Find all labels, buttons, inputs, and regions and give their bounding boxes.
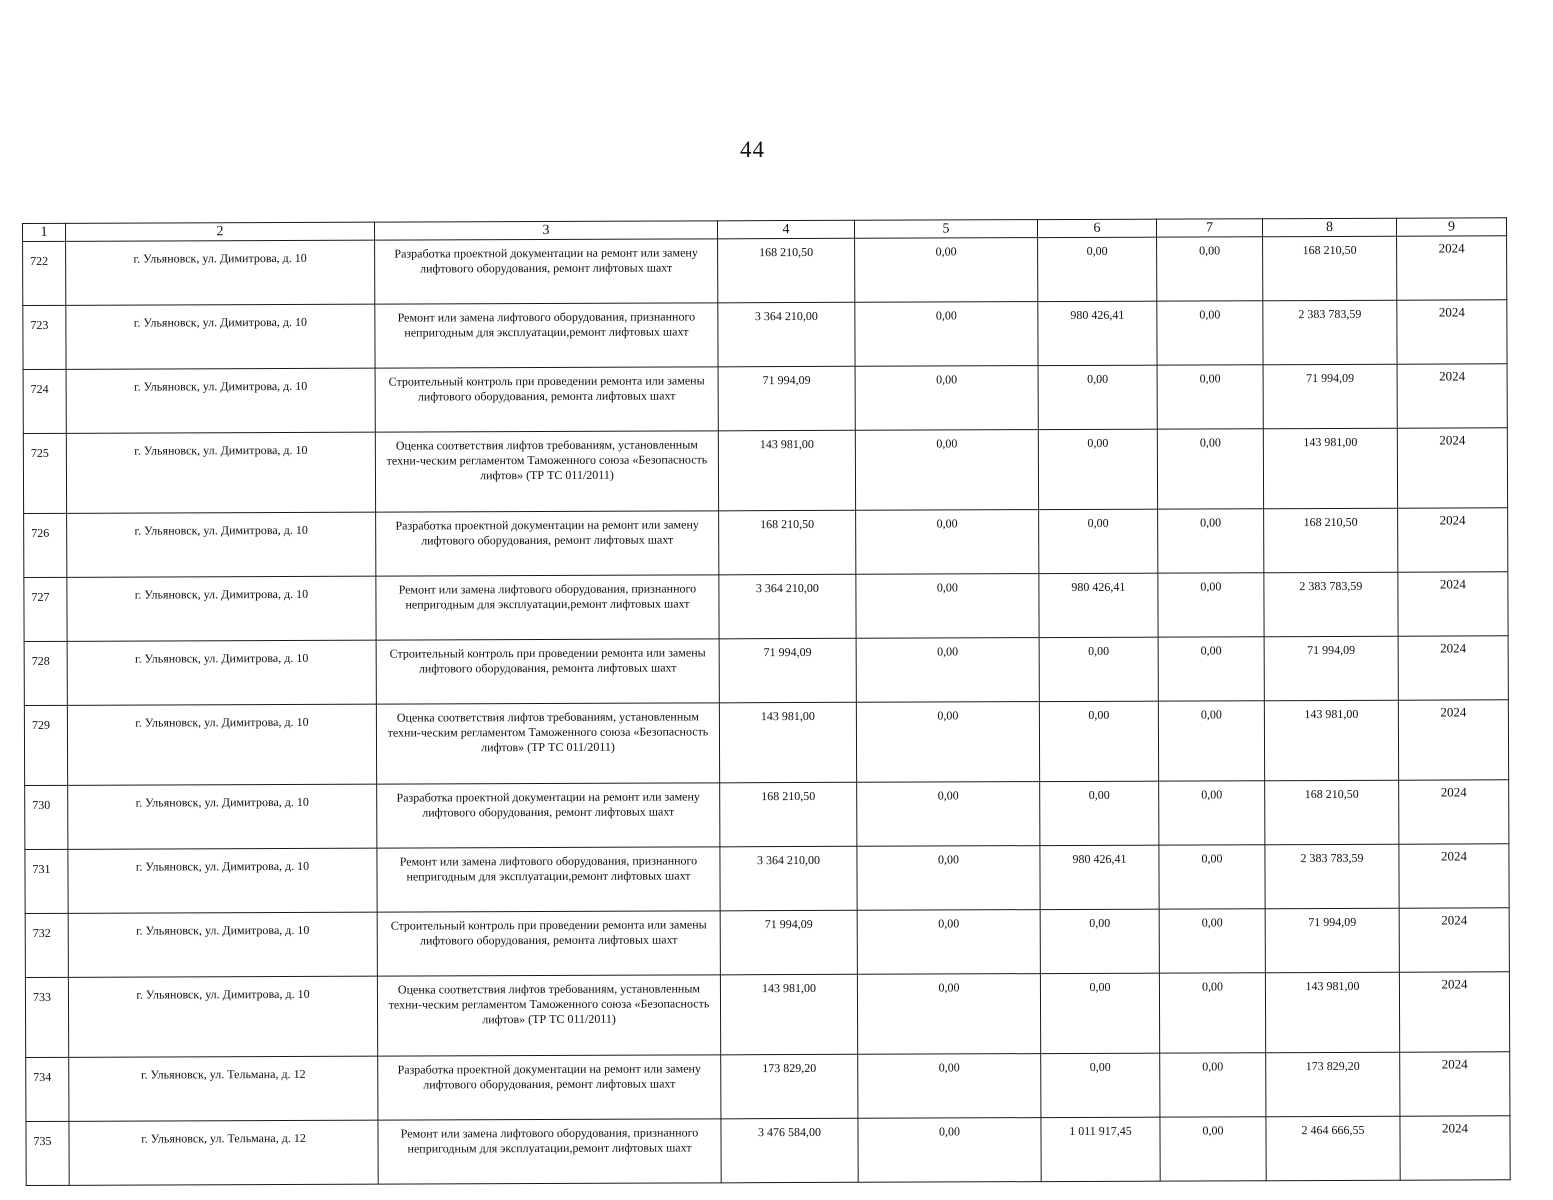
row-col8-value: 143 981,00 xyxy=(1263,428,1397,509)
row-address: г. Ульяновск, ул. Димитрова, д. 10 xyxy=(68,976,377,1057)
row-col6-value: 1 011 917,45 xyxy=(1041,1117,1160,1181)
row-address: г. Ульяновск, ул. Димитрова, д. 10 xyxy=(66,304,375,369)
row-col8-value: 2 383 783,59 xyxy=(1265,844,1399,909)
row-col7-value: 0,00 xyxy=(1157,237,1263,301)
row-number: 725 xyxy=(23,433,66,513)
row-col6-value: 980 426,41 xyxy=(1039,573,1158,637)
row-col5-value: 0,00 xyxy=(856,638,1039,703)
row-year: 2024 xyxy=(1400,1116,1510,1180)
row-year: 2024 xyxy=(1398,572,1508,636)
row-total-cost: 143 981,00 xyxy=(720,974,857,1055)
row-year: 2024 xyxy=(1399,972,1509,1052)
row-total-cost: 71 994,09 xyxy=(719,638,856,703)
row-col7-value: 0,00 xyxy=(1159,781,1265,845)
table-row xyxy=(24,572,1508,642)
row-col5-value: 0,00 xyxy=(858,1118,1041,1183)
column-header-8: 8 xyxy=(1262,218,1396,237)
column-header-4: 4 xyxy=(717,220,854,239)
row-col7-value: 0,00 xyxy=(1158,701,1264,781)
row-year: 2024 xyxy=(1397,428,1507,508)
row-col5-value: 0,00 xyxy=(856,510,1039,575)
row-address: г. Ульяновск, ул. Димитрова, д. 10 xyxy=(67,576,376,641)
row-address: г. Ульяновск, ул. Димитрова, д. 10 xyxy=(67,512,376,577)
row-col7-value: 0,00 xyxy=(1158,509,1264,573)
table-row xyxy=(25,908,1509,978)
row-total-cost: 71 994,09 xyxy=(720,910,857,975)
row-col5-value: 0,00 xyxy=(856,702,1039,783)
row-col8-value: 2 464 666,55 xyxy=(1266,1116,1400,1181)
row-year: 2024 xyxy=(1397,236,1507,300)
row-total-cost: 143 981,00 xyxy=(719,702,856,783)
row-total-cost: 168 210,50 xyxy=(720,782,857,847)
row-number: 731 xyxy=(25,849,68,913)
row-number: 727 xyxy=(24,577,67,641)
row-work-type: Строительный контроль при проведении ремонта или замены лифтового оборудования, ремонта лифтовых шахт xyxy=(375,367,718,432)
row-total-cost: 71 994,09 xyxy=(718,366,855,431)
row-col8-value: 71 994,09 xyxy=(1264,636,1398,701)
row-address: г. Ульяновск, ул. Димитрова, д. 10 xyxy=(66,240,375,305)
column-header-9: 9 xyxy=(1396,218,1506,236)
row-col6-value: 0,00 xyxy=(1038,365,1157,429)
row-col7-value: 0,00 xyxy=(1158,573,1264,637)
row-work-type: Оценка соответствия лифтов требованиям, установленным техни-ческим регламентом Таможенного союза «Безопасность лифтов» (ТР ТС 011/2011) xyxy=(376,703,719,784)
row-col5-value: 0,00 xyxy=(858,1054,1041,1119)
page-number: 44 xyxy=(740,137,765,162)
row-col7-value: 0,00 xyxy=(1157,301,1263,365)
row-work-type: Оценка соответствия лифтов требованиям, установленным техни-ческим регламентом Таможенного союза «Безопасность лифтов» (ТР ТС 011/2011) xyxy=(375,431,718,512)
row-total-cost: 3 364 210,00 xyxy=(718,302,855,367)
row-address: г. Ульяновск, ул. Димитрова, д. 10 xyxy=(67,704,376,785)
table-row xyxy=(25,844,1509,914)
row-address: г. Ульяновск, ул. Димитрова, д. 10 xyxy=(67,640,376,705)
row-col8-value: 71 994,09 xyxy=(1265,908,1399,973)
row-total-cost: 168 210,50 xyxy=(719,510,856,575)
row-col6-value: 980 426,41 xyxy=(1040,845,1159,909)
row-col6-value: 0,00 xyxy=(1040,781,1159,845)
row-col5-value: 0,00 xyxy=(855,302,1038,367)
column-header-5: 5 xyxy=(854,220,1037,239)
row-address: г. Ульяновск, ул. Димитрова, д. 10 xyxy=(66,432,375,513)
row-number: 728 xyxy=(24,641,67,705)
table-row xyxy=(23,300,1507,370)
row-year: 2024 xyxy=(1399,780,1509,844)
row-col6-value: 0,00 xyxy=(1040,973,1159,1053)
table-row xyxy=(23,364,1507,434)
row-number: 723 xyxy=(23,305,66,369)
row-col6-value: 980 426,41 xyxy=(1038,301,1157,365)
row-col7-value: 0,00 xyxy=(1157,365,1263,429)
row-col5-value: 0,00 xyxy=(857,782,1040,847)
row-work-type: Разработка проектной документации на ремонт или замену лифтового оборудования, ремонт лифтовых шахт xyxy=(376,511,719,576)
row-number: 734 xyxy=(26,1057,69,1121)
row-col7-value: 0,00 xyxy=(1158,637,1264,701)
row-col6-value: 0,00 xyxy=(1041,1053,1160,1117)
row-year: 2024 xyxy=(1398,700,1508,780)
table-row xyxy=(26,1116,1510,1186)
row-col8-value: 71 994,09 xyxy=(1263,364,1397,429)
row-total-cost: 143 981,00 xyxy=(718,430,855,511)
row-address: г. Ульяновск, ул. Димитрова, д. 10 xyxy=(66,368,375,433)
row-year: 2024 xyxy=(1398,508,1508,572)
row-col6-value: 0,00 xyxy=(1040,909,1159,973)
table-row xyxy=(24,700,1508,786)
row-col7-value: 0,00 xyxy=(1159,973,1265,1053)
row-col6-value: 0,00 xyxy=(1039,701,1158,781)
row-col5-value: 0,00 xyxy=(857,974,1040,1055)
row-work-type: Разработка проектной документации на ремонт или замену лифтового оборудования, ремонт лифтовых шахт xyxy=(375,239,718,304)
row-col6-value: 0,00 xyxy=(1039,637,1158,701)
row-number: 724 xyxy=(23,369,66,433)
table-row xyxy=(24,508,1508,578)
row-address: г. Ульяновск, ул. Тельмана, д. 12 xyxy=(69,1120,378,1185)
table-row xyxy=(26,1052,1510,1122)
row-col8-value: 168 210,50 xyxy=(1265,780,1399,845)
row-col8-value: 173 829,20 xyxy=(1266,1052,1400,1117)
row-work-type: Разработка проектной документации на ремонт или замену лифтового оборудования, ремонт лифтовых шахт xyxy=(377,783,720,848)
table-row xyxy=(23,236,1507,306)
row-col6-value: 0,00 xyxy=(1039,509,1158,573)
row-work-type: Ремонт или замена лифтового оборудования, признанного непригодным для эксплуатации,ремонт лифтовых шахт xyxy=(378,1119,721,1184)
column-header-3: 3 xyxy=(374,221,717,240)
row-total-cost: 3 364 210,00 xyxy=(719,574,856,639)
row-number: 730 xyxy=(25,785,68,849)
row-work-type: Ремонт или замена лифтового оборудования, признанного непригодным для эксплуатации,ремонт лифтовых шахт xyxy=(377,847,720,912)
row-col5-value: 0,00 xyxy=(855,366,1038,431)
row-col5-value: 0,00 xyxy=(857,846,1040,911)
row-year: 2024 xyxy=(1399,908,1509,972)
row-col8-value: 168 210,50 xyxy=(1263,236,1397,301)
row-col5-value: 0,00 xyxy=(855,430,1038,511)
row-total-cost: 168 210,50 xyxy=(718,238,855,303)
row-col5-value: 0,00 xyxy=(857,910,1040,975)
row-col5-value: 0,00 xyxy=(856,574,1039,639)
row-work-type: Разработка проектной документации на ремонт или замену лифтового оборудования, ремонт лифтовых шахт xyxy=(378,1055,721,1120)
row-col7-value: 0,00 xyxy=(1159,909,1265,973)
column-header-2: 2 xyxy=(66,222,375,241)
row-col7-value: 0,00 xyxy=(1160,1117,1266,1181)
row-year: 2024 xyxy=(1397,300,1507,364)
row-address: г. Ульяновск, ул. Тельмана, д. 12 xyxy=(69,1056,378,1121)
column-header-7: 7 xyxy=(1156,219,1262,237)
row-col7-value: 0,00 xyxy=(1157,429,1263,509)
table-row xyxy=(23,428,1507,514)
row-work-type: Оценка соответствия лифтов требованиям, установленным техни-ческим регламентом Таможенного союза «Безопасность лифтов» (ТР ТС 011/2011) xyxy=(377,975,720,1056)
column-header-1: 1 xyxy=(23,223,66,241)
table-row xyxy=(25,780,1509,850)
row-work-type: Ремонт или замена лифтового оборудования, признанного непригодным для эксплуатации,ремонт лифтовых шахт xyxy=(375,303,718,368)
row-work-type: Строительный контроль при проведении ремонта или замены лифтового оборудования, ремонта лифтовых шахт xyxy=(376,639,719,704)
row-number: 735 xyxy=(26,1121,69,1185)
row-address: г. Ульяновск, ул. Димитрова, д. 10 xyxy=(68,848,377,913)
row-col8-value: 2 383 783,59 xyxy=(1264,572,1398,637)
row-number: 729 xyxy=(24,705,67,785)
row-col7-value: 0,00 xyxy=(1159,845,1265,909)
row-total-cost: 3 364 210,00 xyxy=(720,846,857,911)
row-year: 2024 xyxy=(1397,364,1507,428)
table-container xyxy=(22,217,1510,1186)
row-year: 2024 xyxy=(1400,1052,1510,1116)
row-number: 722 xyxy=(23,241,66,305)
row-number: 733 xyxy=(25,977,68,1057)
column-header-6: 6 xyxy=(1037,219,1156,237)
row-number: 732 xyxy=(25,913,68,977)
table-row xyxy=(25,972,1509,1058)
table-row xyxy=(24,636,1508,706)
row-year: 2024 xyxy=(1398,636,1508,700)
row-col8-value: 143 981,00 xyxy=(1264,700,1398,781)
row-col6-value: 0,00 xyxy=(1038,429,1157,509)
row-col8-value: 143 981,00 xyxy=(1265,972,1399,1053)
row-address: г. Ульяновск, ул. Димитрова, д. 10 xyxy=(68,912,377,977)
row-col5-value: 0,00 xyxy=(855,238,1038,303)
work-schedule-table xyxy=(22,217,1511,1186)
row-col8-value: 2 383 783,59 xyxy=(1263,300,1397,365)
row-total-cost: 173 829,20 xyxy=(721,1054,858,1119)
row-year: 2024 xyxy=(1399,844,1509,908)
row-work-type: Строительный контроль при проведении ремонта или замены лифтового оборудования, ремонта лифтовых шахт xyxy=(377,911,720,976)
row-address: г. Ульяновск, ул. Димитрова, д. 10 xyxy=(68,784,377,849)
row-number: 726 xyxy=(24,513,67,577)
row-work-type: Ремонт или замена лифтового оборудования, признанного непригодным для эксплуатации,ремонт лифтовых шахт xyxy=(376,575,719,640)
row-col7-value: 0,00 xyxy=(1160,1053,1266,1117)
row-total-cost: 3 476 584,00 xyxy=(721,1118,858,1183)
table-body xyxy=(23,236,1511,1186)
row-col8-value: 168 210,50 xyxy=(1264,508,1398,573)
row-col6-value: 0,00 xyxy=(1038,237,1157,301)
